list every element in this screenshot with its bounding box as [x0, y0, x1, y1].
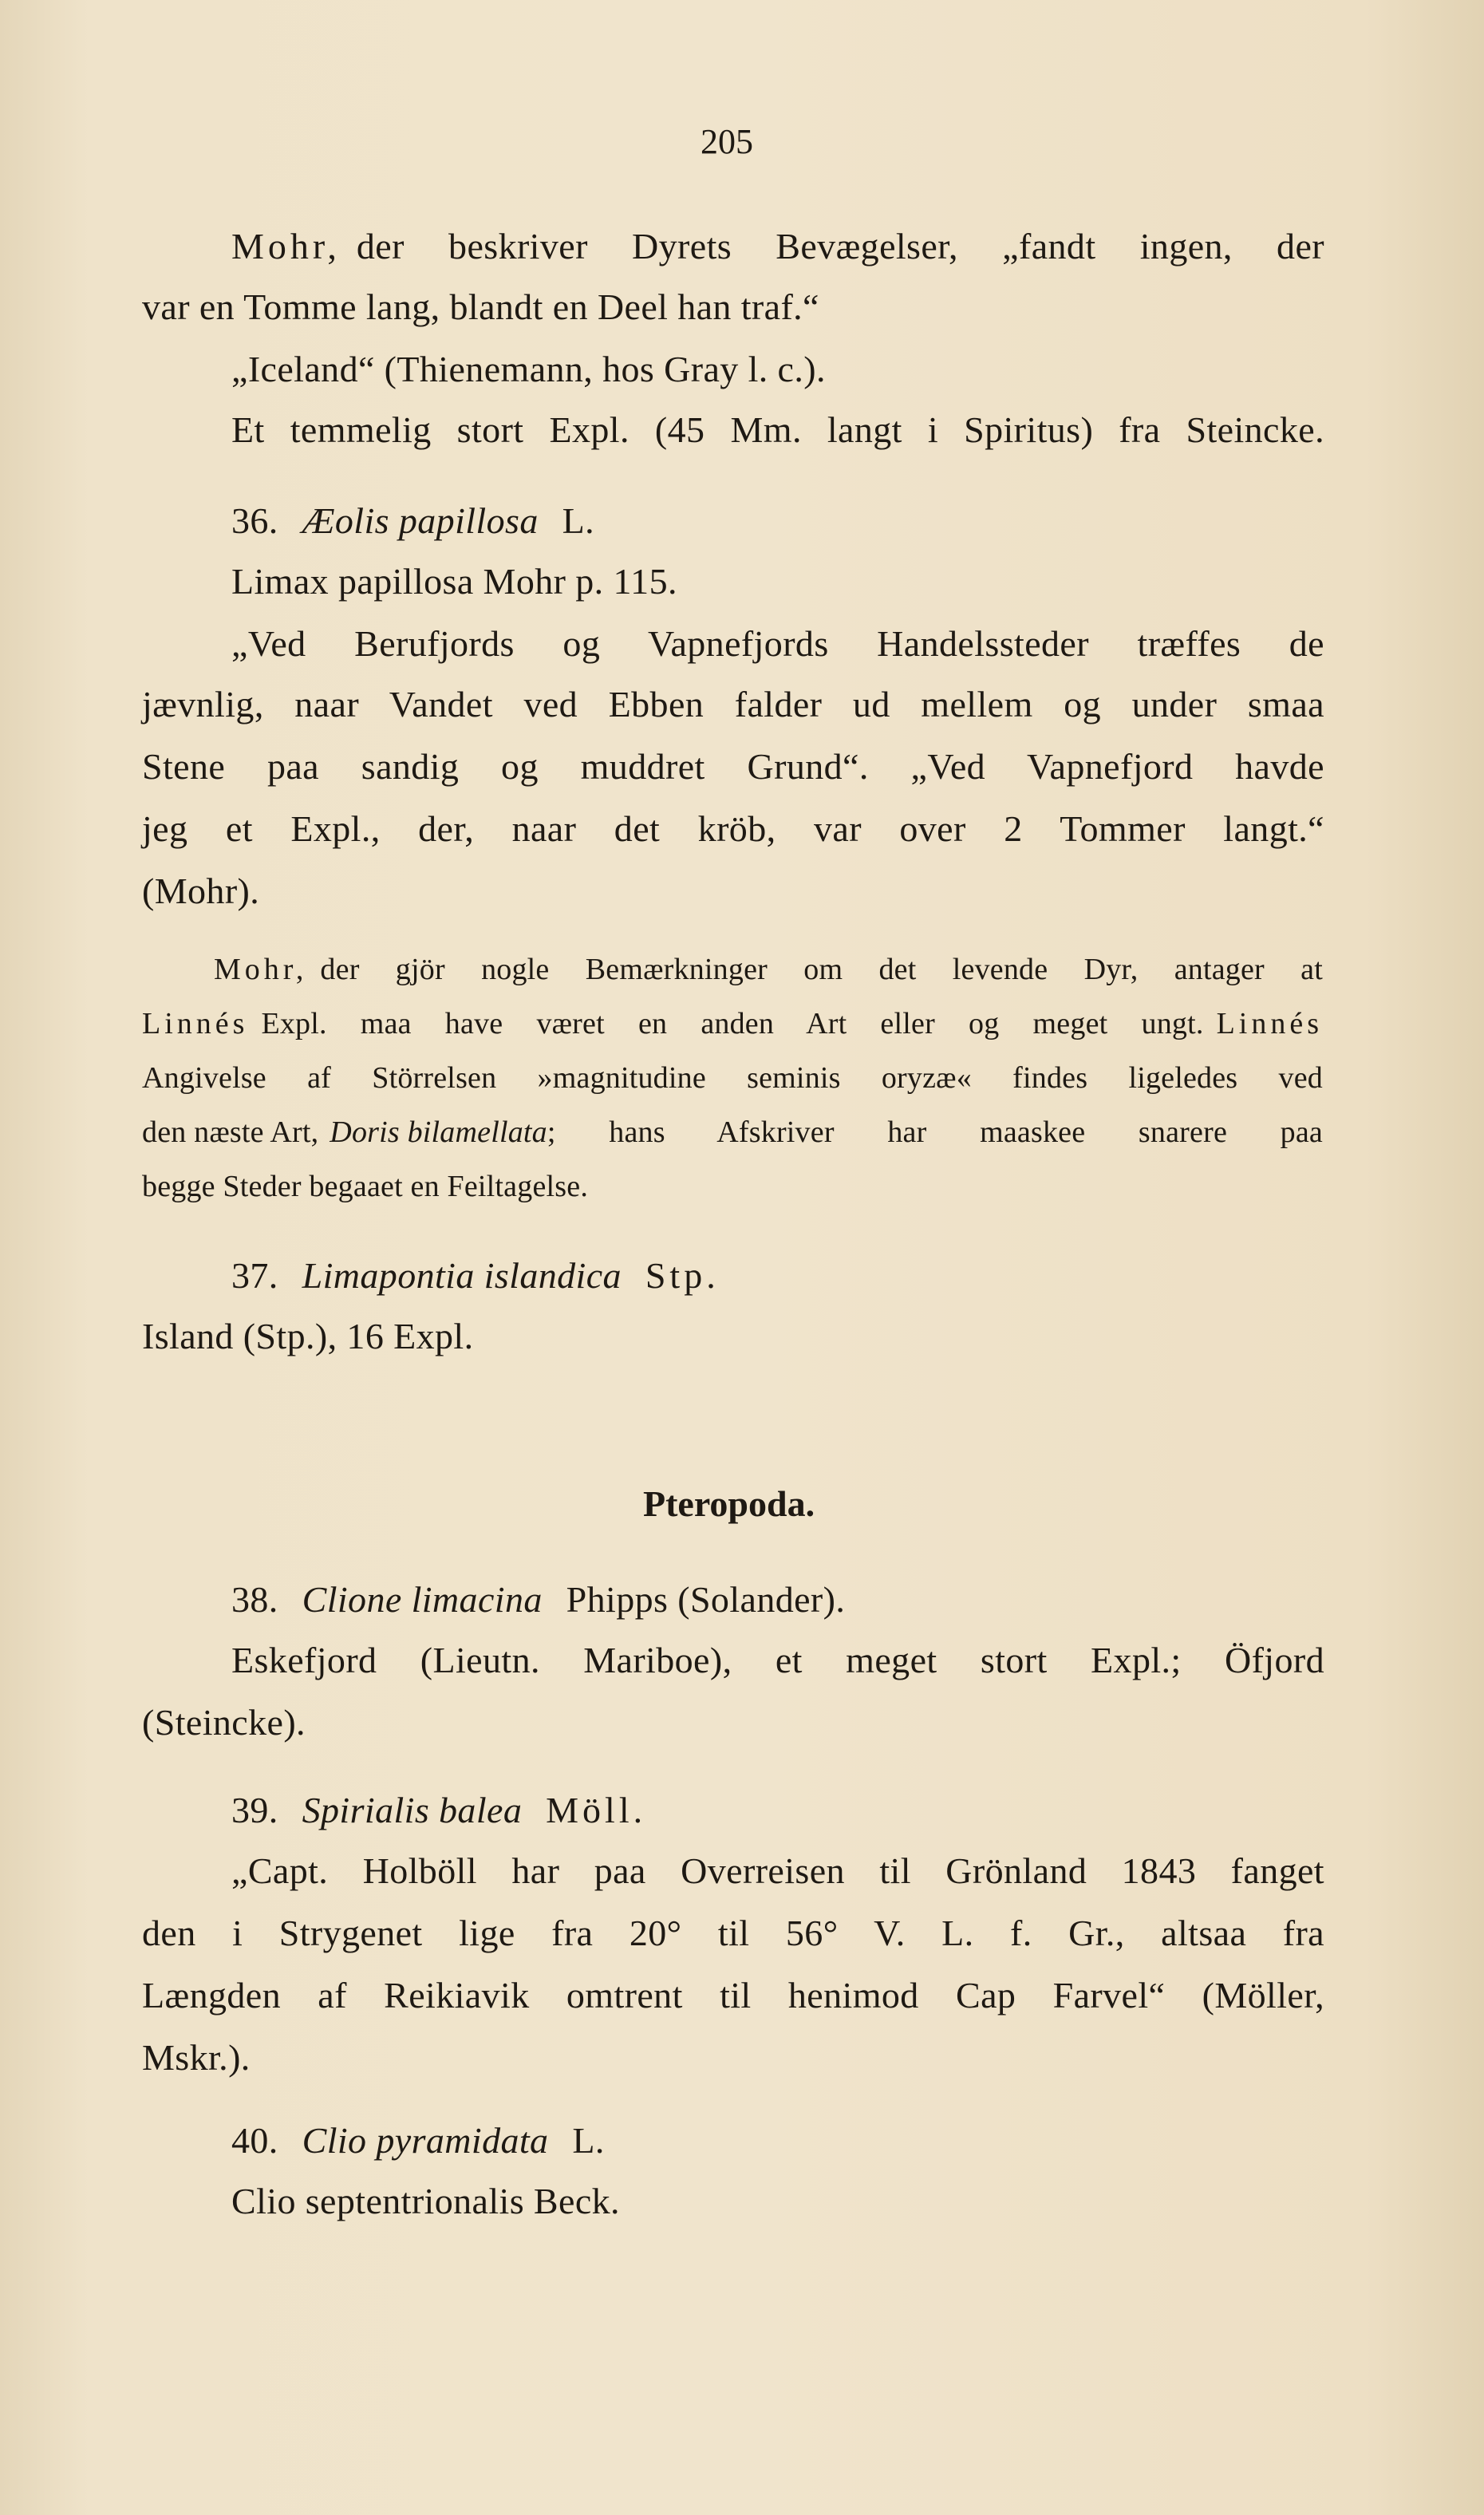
species-name: Clione limacina	[302, 1579, 543, 1620]
text-line: (Steincke).	[142, 1702, 306, 1743]
note-text: ; hans Afskriver har maaskee snarere paa	[547, 1115, 1323, 1149]
species-author: L.	[562, 500, 595, 541]
synonym-line: Clio septentrionalis Beck.	[231, 2181, 620, 2221]
text-line: Stene paa sandig og muddret Grund“. „Ved Vapnefjord havde	[142, 746, 1324, 787]
note-line	[142, 1009, 1323, 1039]
text-line: jævnlig, naar Vandet ved Ebben falder ud mellem og under smaa	[142, 684, 1324, 724]
text-line: Mskr.).	[142, 2037, 251, 2078]
species-name: Æolis papillosa	[302, 500, 539, 541]
text-line: den i Strygenet lige fra 20° til 56° V. L. f. Gr., altsaa fra	[142, 1913, 1324, 1953]
note-line: begge Steder begaaet en Feiltagelse.	[142, 1170, 589, 1203]
page-number: 205	[701, 122, 753, 161]
text-segment: der beskriver Dyrets Bevægelser, „fandt ingen, der	[356, 226, 1324, 267]
note-text: den næste Art,	[142, 1115, 319, 1149]
locality-line: Island (Stp.), 16 Expl.	[142, 1316, 474, 1356]
species-heading	[231, 1581, 845, 1618]
species-author: Stp.	[645, 1255, 720, 1296]
text-line: var en Tomme lang, blandt en Deel han traf.“	[142, 286, 819, 327]
note-author: Mohr,	[214, 953, 308, 986]
text-line: Et temmelig stort Expl. (45 Mm. langt i Spiritus) fra Steincke.	[231, 409, 1324, 450]
species-number: 37.	[231, 1255, 278, 1296]
species-heading	[231, 1792, 646, 1829]
species-number: 38.	[231, 1579, 278, 1620]
note-author: Linnés	[1216, 1007, 1323, 1040]
text-line: Længden af Reikiavik omtrent til henimod Cap Farvel“ (Möller,	[142, 1975, 1324, 2016]
species-heading	[231, 2122, 605, 2159]
species-number: 40.	[231, 2120, 278, 2161]
text-line: „Ved Berufjords og Vapnefjords Handelssteder træffes de	[231, 623, 1324, 664]
species-heading	[231, 1255, 720, 1296]
section-heading: Pteropoda.	[643, 1483, 815, 1524]
text-line: (Mohr).	[142, 871, 260, 911]
text-line: jeg et Expl., der, naar det kröb, var over 2 Tommer langt.“	[142, 808, 1324, 849]
species-name: Limapontia islandica	[302, 1255, 622, 1296]
text-line: „Iceland“ (Thienemann, hos Gray l. c.).	[231, 349, 826, 389]
note-text: der gjör nogle Bemærkninger om det levende Dyr, antager at	[320, 953, 1323, 986]
note-line	[142, 1117, 1323, 1147]
text-line: „Capt. Holböll har paa Overreisen til Grönland 1843 fanget	[231, 1850, 1324, 1891]
species-author: L.	[572, 2120, 605, 2161]
species-heading	[231, 500, 595, 541]
species-number: 36.	[231, 500, 278, 541]
species-author: Phipps (Solander).	[566, 1579, 846, 1620]
text-line: Eskefjord (Lieutn. Mariboe), et meget stort Expl.; Öfjord	[231, 1640, 1324, 1680]
note-line: Angivelse af Störrelsen »magnitudine seminis oryzæ« findes ligeledes ved	[142, 1061, 1323, 1095]
note-author: Linnés	[142, 1007, 249, 1040]
species-number: 39.	[231, 1790, 278, 1830]
text-line	[231, 228, 1324, 265]
species-name: Clio pyramidata	[302, 2120, 549, 2161]
note-line	[214, 954, 1323, 985]
note-species: Doris bilamellata	[330, 1115, 547, 1149]
species-author: Möll.	[546, 1790, 647, 1830]
species-name: Spirialis balea	[302, 1790, 523, 1830]
author-name: Mohr,	[231, 226, 341, 267]
note-text: Expl. maa have været en anden Art eller og meget ungt.	[261, 1007, 1204, 1040]
synonym-line: Limax papillosa Mohr p. 115.	[231, 561, 677, 602]
